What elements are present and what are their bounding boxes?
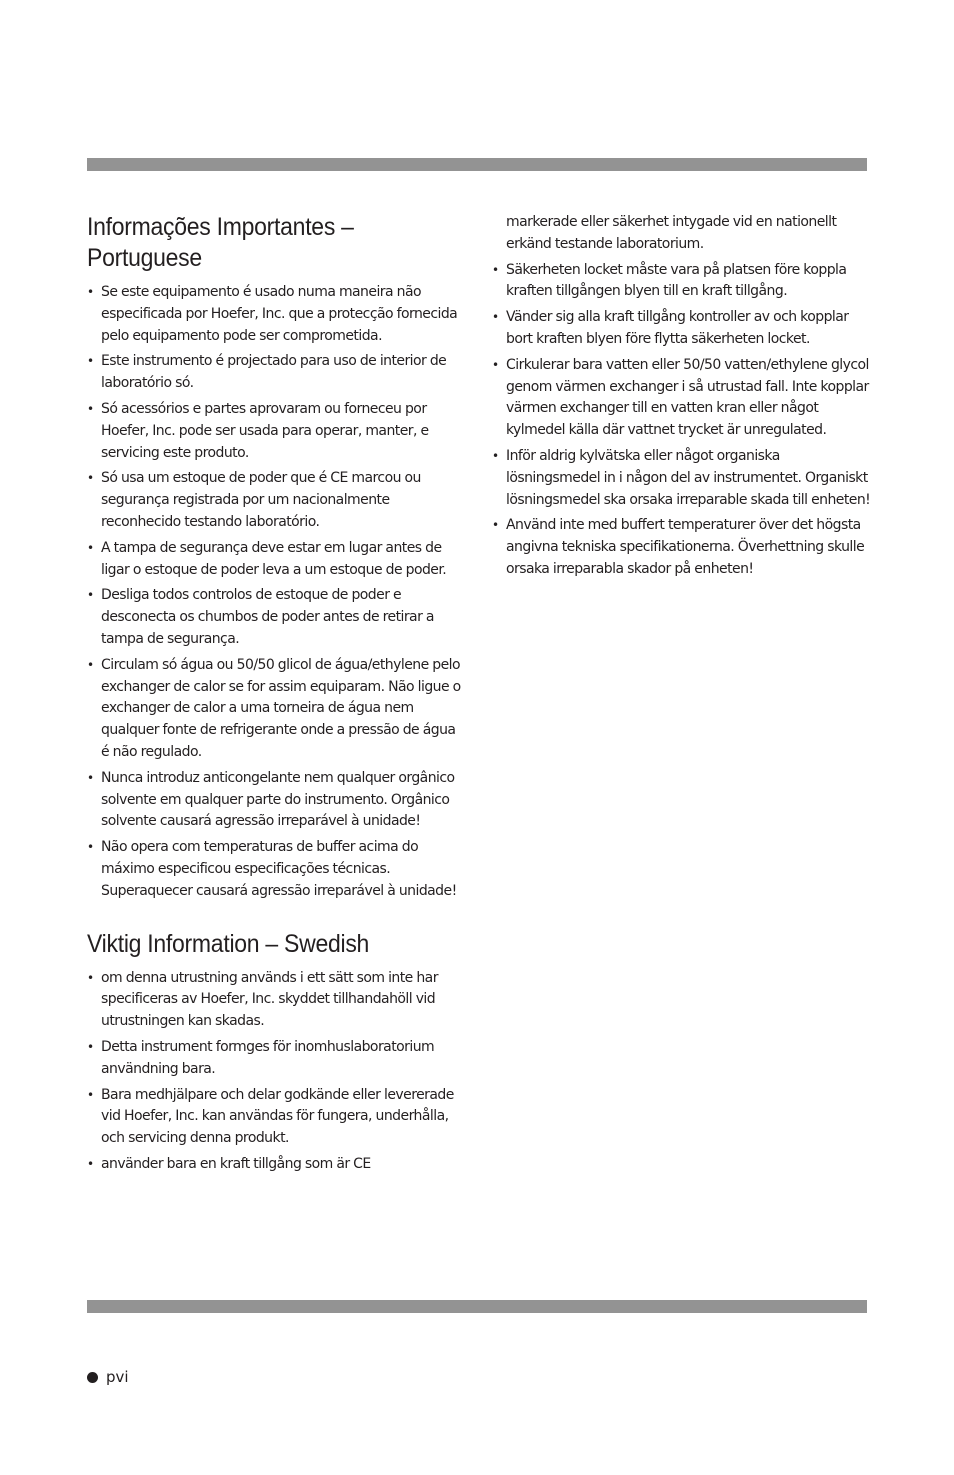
list-item: • Nunca introduz anticongelante nem qualquer orgânico solvente em qualquer parte do instrumento. Orgânico solvente causará agressão irreparável à unidade! (87, 769, 455, 830)
swedish-heading: Viktig Information – Swedish (87, 929, 370, 958)
bullet-icon: • (492, 357, 499, 372)
portuguese-heading: Informações Importantes – Portuguese (87, 213, 354, 272)
list-item: • Använd inte med buffert temperaturer över det högsta angivna tekniska specifikationerna. Överhettning skulle orsaka irreparabla skador på enheten! (492, 517, 865, 577)
list-item: • A tampa de segurança deve estar em lugar antes de ligar o estoque de poder leva a um estoque de poder. (87, 539, 447, 578)
list-item: • Circulam só água ou 50/50 glicol de água/ethylene pelo exchanger de calor se for assim equiparam. Não ligue o exchanger de calor a uma torneira de água nem qualquer fonte de refrigerante onde a pressão de água é não regulado. (87, 656, 461, 760)
list-item: • Este instrumento é projectado para uso de interior de laboratório só. (87, 353, 447, 392)
swedish-list-continued (492, 260, 872, 581)
bullet-icon: • (87, 588, 94, 603)
bullet-icon: • (87, 285, 94, 299)
list-item: • Säkerheten locket måste vara på platsen före koppla kraften tillgången blyen till en kraft tillgång. (492, 261, 847, 300)
list-item: • använder bara en kraft tillgång som är CE (87, 1154, 467, 1176)
left-column (87, 212, 467, 1180)
list-item: • Desliga todos controlos de estoque de poder e desconecta os chumbos de poder antes de retirar a tampa de segurança. (87, 587, 434, 647)
list-item: • Só acessórios e partes aprovaram ou forneceu por Hoefer, Inc. pode ser usada para operar, manter, e servicing este produto. (87, 400, 429, 461)
bullet-icon: • (87, 354, 94, 369)
right-column (492, 212, 872, 585)
swedish-continuation: markerade eller säkerhet intygade vid en nationellt erkänd testande laboratorium. (506, 214, 837, 252)
page-footer (87, 1368, 129, 1386)
list-item: • Bara medhjälpare och delar godkände eller levererade vid Hoefer, Inc. kan användas för fungera, underhålla, och servicing denna produkt. (87, 1086, 454, 1147)
list-item: • Cirkulerar bara vatten eller 50/50 vatten/ethylene glycol genom värmen exchanger i så utrustad fall. Inte kopplar värmen exchanger till en vatten kran eller något kylmedel källa där vattnet trycket är unregulated. (492, 356, 869, 439)
top-divider-bar (87, 158, 867, 171)
list-item: • Detta instrument formges för inomhuslaboratorium användning bara. (87, 1038, 435, 1077)
page-number: pvi (106, 1368, 129, 1386)
list-item: • Só usa um estoque de poder que é CE marcou ou segurança registrada por um nacionalmente reconhecido testando laboratório. (87, 470, 421, 530)
bullet-icon: • (87, 401, 94, 416)
list-item: • Não opera com temperaturas de buffer acima do máximo especificou especificações técnicas. Superaquecer causará agressão irreparável à unidade! (87, 839, 457, 899)
bullet-icon: • (87, 970, 94, 985)
list-item: • Se este equipamento é usado numa maneira não especificada por Hoefer, Inc. que a protecção fornecida pelo equipamento pode ser comprometida. (87, 284, 458, 344)
bullet-icon: • (87, 540, 94, 555)
bullet-icon: • (492, 310, 499, 325)
portuguese-list (87, 282, 467, 903)
bullet-icon: • (87, 471, 94, 486)
list-item: • Inför aldrig kylvätska eller något organiska lösningsmedel in i någon del av instrumentet. Organiskt lösningsmedel ska orsaka irreparable skada till enheten! (492, 447, 871, 508)
list-item: • om denna utrustning används i ett sätt som inte har specificeras av Hoefer, Inc. skyddet tillhandahöll vid utrustningen kan skadas. (87, 969, 438, 1030)
bullet-icon: • (87, 1156, 94, 1171)
bullet-icon: • (87, 657, 94, 672)
bullet-icon: • (492, 262, 499, 277)
bullet-dot-icon (87, 1372, 98, 1383)
bullet-icon: • (87, 840, 94, 855)
bullet-icon: • (492, 448, 499, 463)
swedish-list (87, 968, 467, 1176)
bullet-icon: • (87, 1087, 94, 1102)
bullet-icon: • (492, 518, 499, 533)
bullet-icon: • (87, 770, 94, 785)
bottom-divider-bar (87, 1300, 867, 1313)
list-item: • Vänder sig alla kraft tillgång kontroller av och kopplar bort kraften blyen före flytta säkerheten locket. (492, 309, 849, 347)
bullet-icon: • (87, 1039, 94, 1054)
